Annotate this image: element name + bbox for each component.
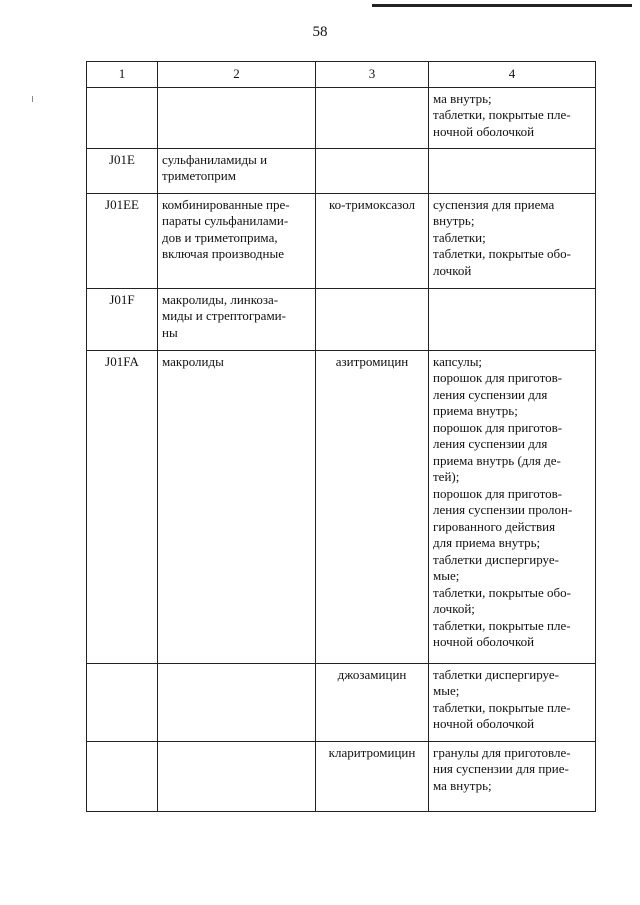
dosage-form-line: мые; (433, 568, 460, 583)
dosage-form-line: гированного действия (433, 518, 556, 534)
group-name-cell (158, 663, 316, 741)
group-name-line: ны (162, 324, 178, 340)
header-row (87, 62, 596, 88)
dosage-form-line: ночной оболочкой (433, 716, 535, 731)
dosage-form-line: порошок для приготов- (433, 370, 563, 385)
dosage-forms-cell (429, 663, 596, 741)
drug-name-cell (316, 87, 429, 148)
dosage-form-line: порошок для приготов- (433, 419, 563, 435)
group-name-line: включая производные (162, 246, 284, 261)
dosage-form-line: ма внутрь; (433, 90, 492, 106)
table-row (87, 87, 596, 148)
dosage-form-line: капсулы; (433, 353, 483, 369)
top-rule (372, 4, 632, 7)
dosage-form-line: ления суспензии пролон- (433, 502, 573, 517)
group-name-line: триметоприм (162, 168, 236, 183)
group-name-line: дов и триметоприма, (162, 229, 278, 245)
group-name-line: параты сульфанилами- (162, 213, 289, 228)
group-name-cell (158, 193, 316, 288)
drug-name-cell: ко-тримоксазол (316, 193, 429, 288)
table-row (87, 350, 596, 663)
dosage-form-line: ния суспензии для прие- (433, 761, 569, 776)
group-name-cell (158, 350, 316, 663)
dosage-form-line: ления суспензии для (433, 386, 548, 402)
dosage-form-line: для приема внутрь; (433, 535, 541, 550)
dosage-form-line: тей); (433, 469, 460, 484)
atc-code-cell: J01FA (87, 350, 158, 663)
group-name-line: макролиды (162, 353, 224, 369)
dosage-form-line: ма внутрь; (433, 777, 492, 793)
drug-name-cell (316, 148, 429, 193)
group-name-line: миды и стрептограми- (162, 308, 286, 323)
scan-mark (32, 96, 33, 102)
atc-code-cell: J01F (87, 288, 158, 350)
header-cell-4: 4 (429, 62, 596, 88)
dosage-form-line: таблетки, покрытые обо- (433, 246, 571, 261)
atc-code-cell (87, 87, 158, 148)
group-name-cell (158, 288, 316, 350)
header-cell-1: 1 (87, 62, 158, 88)
atc-code-cell: J01EE (87, 193, 158, 288)
atc-code-cell (87, 741, 158, 811)
dosage-form-line: лочкой; (433, 601, 475, 616)
header-cell-3: 3 (316, 62, 429, 88)
dosage-form-line: ления суспензии для (433, 436, 548, 451)
dosage-form-line: таблетки диспергируе- (433, 666, 559, 682)
dosage-forms-cell (429, 350, 596, 663)
atc-code-cell: J01E (87, 148, 158, 193)
dosage-forms-cell (429, 741, 596, 811)
dosage-form-line: таблетки, покрытые пле- (433, 107, 571, 122)
dosage-forms-cell (429, 288, 596, 350)
dosage-forms-cell (429, 193, 596, 288)
table-row (87, 741, 596, 811)
table-row (87, 148, 596, 193)
page-number: 58 (312, 24, 328, 40)
dosage-form-line: внутрь; (433, 213, 475, 228)
drug-name-cell: азитромицин (316, 350, 429, 663)
dosage-form-line: таблетки диспергируе- (433, 551, 559, 567)
dosage-form-line: лочкой (433, 262, 472, 278)
table-row (87, 193, 596, 288)
atc-code-cell (87, 663, 158, 741)
table-row (87, 288, 596, 350)
group-name-cell (158, 87, 316, 148)
dosage-form-line: мые; (433, 683, 460, 698)
dosage-form-line: приема внутрь (для де- (433, 452, 561, 468)
dosage-forms-cell (429, 148, 596, 193)
dosage-form-line: таблетки, покрытые пле- (433, 617, 571, 633)
dosage-form-line: таблетки, покрытые обо- (433, 584, 571, 600)
dosage-form-line: таблетки, покрытые пле- (433, 699, 571, 715)
group-name-cell (158, 148, 316, 193)
dosage-forms-cell (429, 87, 596, 148)
dosage-form-line: суспензия для приема (433, 196, 555, 212)
drug-name-cell (316, 288, 429, 350)
table-row (87, 663, 596, 741)
dosage-form-line: гранулы для приготовле- (433, 744, 571, 760)
drug-table (86, 61, 596, 812)
dosage-form-line: порошок для приготов- (433, 485, 563, 501)
group-name-line: сульфаниламиды и (162, 151, 268, 167)
group-name-line: комбинированные пре- (162, 196, 290, 212)
group-name-cell (158, 741, 316, 811)
dosage-form-line: таблетки; (433, 229, 486, 245)
dosage-form-line: ночной оболочкой (433, 123, 535, 139)
drug-name-cell: кларитромицин (316, 741, 429, 811)
dosage-form-line: приема внутрь; (433, 403, 518, 418)
group-name-line: макролиды, линкоза- (162, 291, 279, 307)
drug-name-cell: джозамицин (316, 663, 429, 741)
header-cell-2: 2 (158, 62, 316, 88)
dosage-form-line: ночной оболочкой (433, 634, 535, 649)
